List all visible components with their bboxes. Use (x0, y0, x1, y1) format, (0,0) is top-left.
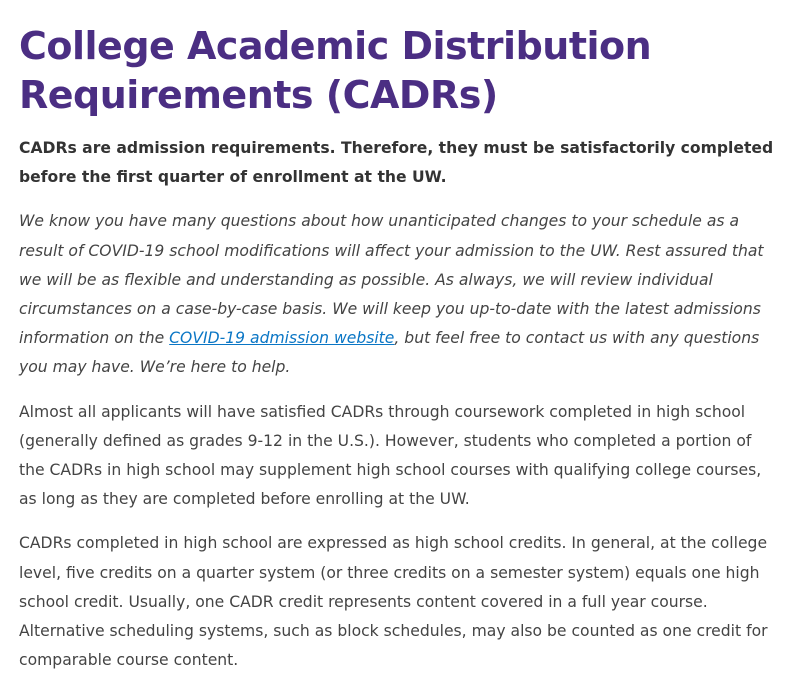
coursework-paragraph: Almost all applicants will have satisfied CADRs through coursework completed in high school (generally defined as grades 9-12 in the U.S.). However, students who completed a portion of the CADRs in high school may supplement high school courses with qualifying college courses, as long as they are completed before enrolling at the UW. (19, 402, 762, 509)
lead-paragraph: CADRs are admission requirements. Therefore, they must be satisfactorily completed before the first quarter of enrollment at the UW. (19, 139, 774, 187)
credits-paragraph: CADRs completed in high school are expressed as high school credits. In general, at the college level, five credits on a quarter system (or three credits on a semester system) equals one high school credit. Usually, one CADR credit represents content covered in a full year course. Alternative scheduling systems, such as block schedules, may also be counted as one credit for comparable course content. (19, 534, 768, 670)
covid-notice-text-end: , but feel free to contact us with any questions you may have. We’re here to help. (19, 329, 760, 377)
page-title: College Academic Distribution Requirements (CADRs) (19, 24, 652, 117)
covid-notice-paragraph (19, 207, 779, 382)
covid-notice-text: We know you have many questions about how unanticipated changes to your schedule as a result of COVID-19 school modifications will affect your admission to the UW. Rest assured that we will be as flexible and understanding as possible. As always, we will review individual circumstances on a case-by-case basis. We will keep you up-to-date with the latest admissions information on the (19, 212, 764, 348)
covid-admission-website-link[interactable]: COVID-19 admission website (169, 329, 395, 348)
article-content (19, 22, 779, 675)
